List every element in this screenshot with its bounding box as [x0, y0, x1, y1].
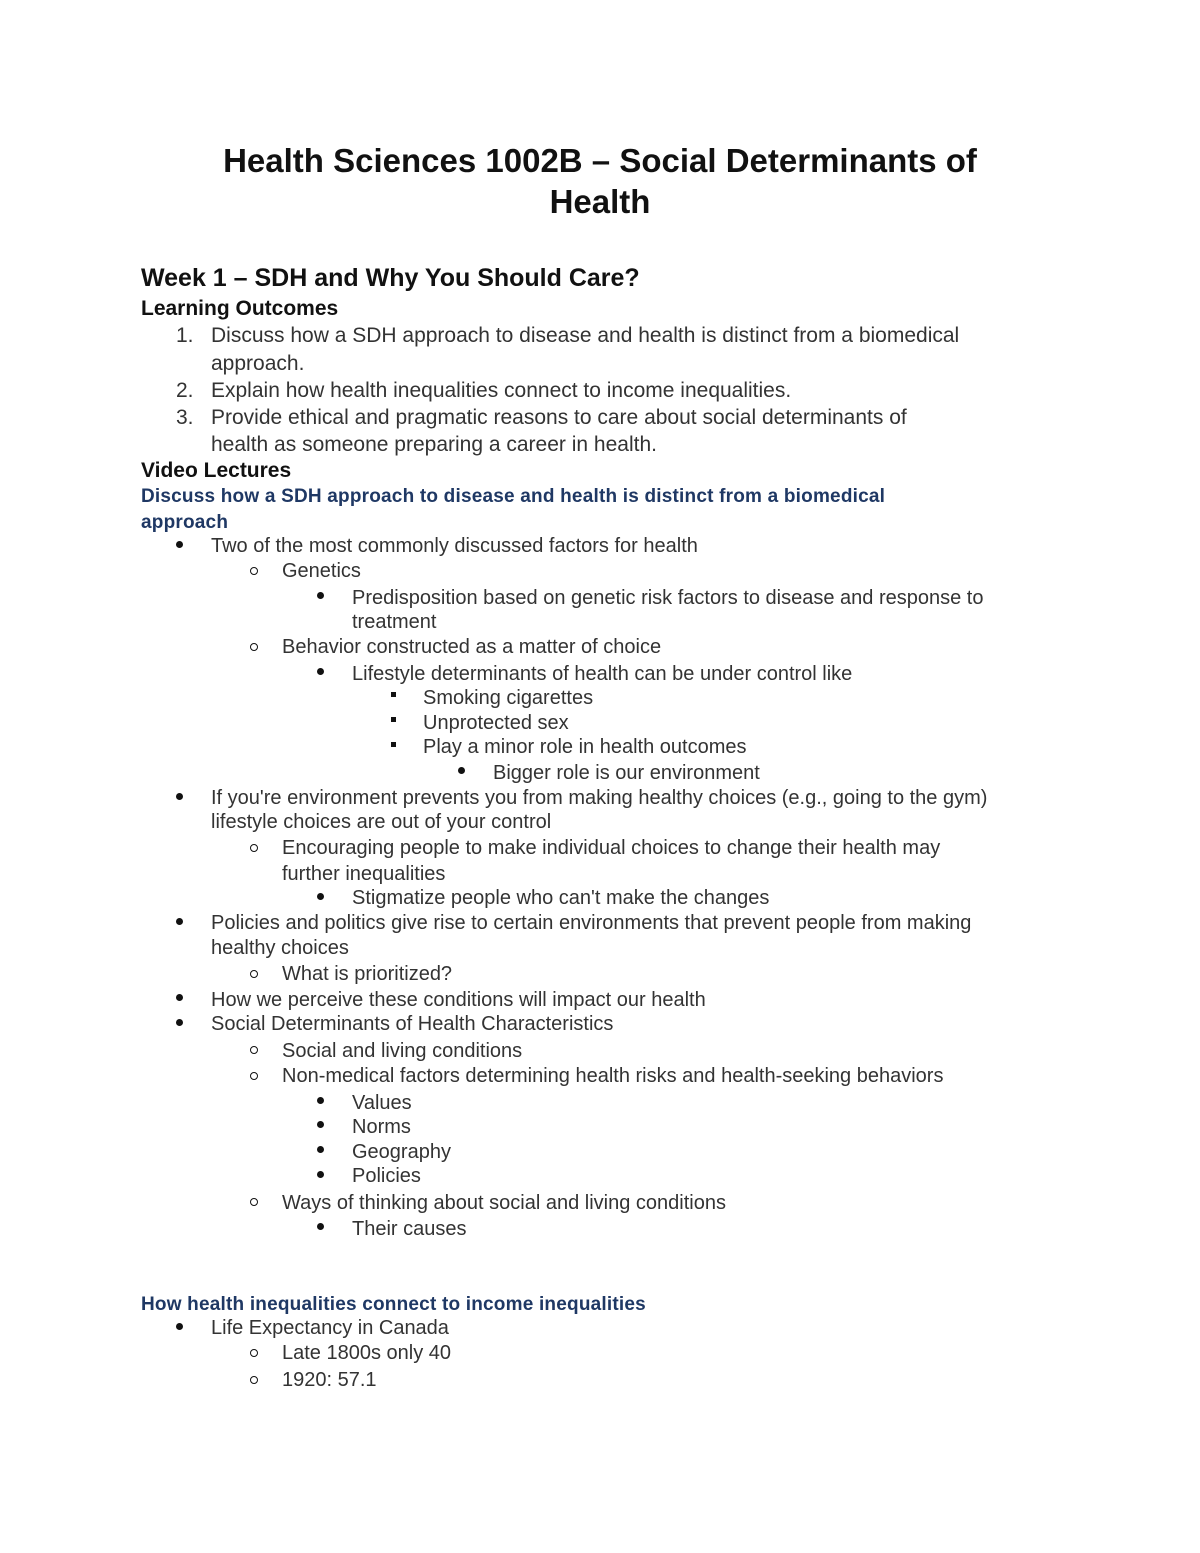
- bullet-disc: [317, 1223, 324, 1230]
- bullet-disc: [317, 1171, 324, 1178]
- bullet-circle: [250, 1046, 258, 1054]
- list-item: Life Expectancy in Canada: [211, 1317, 449, 1339]
- week-1-heading: Week 1 – SDH and Why You Should Care?: [141, 264, 640, 292]
- list-item: Social Determinants of Health Characteristics: [211, 1013, 614, 1035]
- bullet-circle: [250, 1072, 258, 1080]
- outcome-number-3: 3.: [176, 406, 194, 429]
- bullet-circle: [250, 1198, 258, 1206]
- list-item: Bigger role is our environment: [493, 762, 760, 784]
- list-item: Social and living conditions: [282, 1040, 523, 1062]
- bullet-disc: [317, 592, 324, 599]
- outcome-1-line-1: Discuss how a SDH approach to disease and health is distinct from a biomedical: [211, 324, 960, 347]
- list-item-continuation: further inequalities: [282, 863, 446, 885]
- bullet-disc: [317, 893, 324, 900]
- list-item: Genetics: [282, 560, 361, 582]
- bullet-disc: [176, 1019, 183, 1026]
- list-item: How we perceive these conditions will impact our health: [211, 989, 706, 1011]
- bullet-disc: [317, 1097, 324, 1104]
- bullet-disc: [317, 1121, 324, 1128]
- outcome-3-line-2: health as someone preparing a career in health.: [211, 433, 657, 456]
- bullet-circle: [250, 970, 258, 978]
- bullet-disc: [317, 668, 324, 675]
- list-item-continuation: treatment: [352, 611, 437, 633]
- video-lectures-heading: Video Lectures: [141, 459, 292, 482]
- list-item: Predisposition based on genetic risk factors to disease and response to: [352, 587, 984, 609]
- section-2-heading: How health inequalities connect to income inequalities: [141, 1294, 646, 1315]
- section-1-heading-line-1: Discuss how a SDH approach to disease and health is distinct from a biomedical: [141, 486, 886, 507]
- list-item: Non-medical factors determining health risks and health-seeking behaviors: [282, 1065, 944, 1087]
- list-item: Encouraging people to make individual choices to change their health may: [282, 837, 941, 859]
- list-item: Smoking cigarettes: [423, 687, 594, 709]
- list-item: Late 1800s only 40: [282, 1342, 452, 1364]
- outcome-number-1: 1.: [176, 324, 194, 347]
- list-item: Ways of thinking about social and living conditions: [282, 1192, 726, 1214]
- bullet-circle: [250, 844, 258, 852]
- list-item-continuation: lifestyle choices are out of your control: [211, 811, 552, 833]
- title-line-2: Health: [549, 183, 651, 220]
- bullet-disc: [458, 767, 465, 774]
- outcome-1-line-2: approach.: [211, 352, 305, 375]
- list-item: Unprotected sex: [423, 712, 569, 734]
- bullet-square: [391, 692, 396, 697]
- list-item: Lifestyle determinants of health can be under control like: [352, 663, 853, 685]
- bullet-square: [391, 717, 396, 722]
- list-item: If you're environment prevents you from making healthy choices (e.g., going to the gym): [211, 787, 988, 809]
- outcome-number-2: 2.: [176, 379, 194, 402]
- list-item: 1920: 57.1: [282, 1369, 377, 1391]
- bullet-circle: [250, 1349, 258, 1357]
- list-item: Stigmatize people who can't make the changes: [352, 887, 770, 909]
- bullet-disc: [176, 1323, 183, 1330]
- bullet-disc: [176, 541, 183, 548]
- list-item: Norms: [352, 1116, 411, 1138]
- bullet-circle: [250, 1376, 258, 1384]
- list-item: Geography: [352, 1141, 451, 1163]
- outcome-2-line-1: Explain how health inequalities connect to income inequalities.: [211, 379, 792, 402]
- list-item: Their causes: [352, 1218, 467, 1240]
- list-item: Values: [352, 1092, 412, 1114]
- bullet-circle: [250, 567, 258, 575]
- list-item: Two of the most commonly discussed factors for health: [211, 535, 698, 557]
- list-item: What is prioritized?: [282, 963, 453, 985]
- bullet-disc: [176, 994, 183, 1001]
- list-item: Play a minor role in health outcomes: [423, 736, 747, 758]
- title-line-1: Health Sciences 1002B – Social Determinants of: [223, 142, 977, 179]
- bullet-disc: [176, 918, 183, 925]
- bullet-square: [391, 742, 396, 747]
- bullet-disc: [176, 793, 183, 800]
- document-title: [140, 140, 1060, 222]
- learning-outcomes-heading: Learning Outcomes: [141, 297, 339, 320]
- list-item: Policies and politics give rise to certain environments that prevent people from making: [211, 912, 972, 934]
- list-item: Policies: [352, 1165, 421, 1187]
- bullet-circle: [250, 643, 258, 651]
- list-item-continuation: healthy choices: [211, 937, 349, 959]
- outcome-3-line-1: Provide ethical and pragmatic reasons to care about social determinants of: [211, 406, 907, 429]
- bullet-disc: [317, 1146, 324, 1153]
- list-item: Behavior constructed as a matter of choice: [282, 636, 662, 658]
- section-1-heading-line-2: approach: [141, 512, 229, 533]
